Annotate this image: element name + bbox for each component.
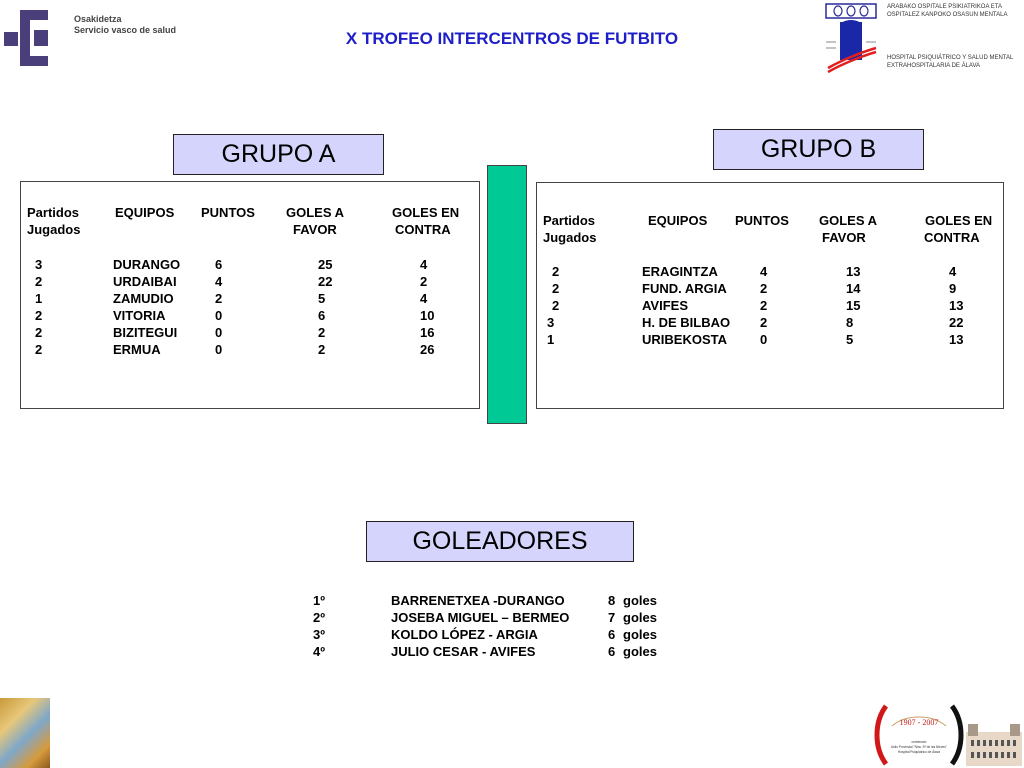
team-cell: BIZITEGUI: [113, 325, 178, 340]
scorer-name: JOSEBA MIGUEL – BERMEO: [391, 610, 570, 625]
header-partidos: Partidos: [27, 205, 80, 220]
scorer-goals: 7: [608, 610, 616, 625]
page-title: X TROFEO INTERCENTROS DE FUTBITO: [345, 29, 679, 48]
centenary-logo-icon: [872, 702, 1024, 768]
points-cell: 0: [215, 325, 223, 340]
scorer-name: BARRENETXEA -DURANGO: [391, 593, 565, 608]
points-cell: 4: [760, 264, 768, 279]
hospital-top-line-1: ARABAKO OSPITALE PSIKIATRIKOA ETA: [887, 4, 1003, 10]
partidos-cell: 2: [35, 308, 43, 323]
hospital-name-basque: [887, 3, 1007, 19]
points-cell: 2: [760, 281, 768, 296]
goals-against-cell: 4: [420, 257, 428, 272]
grupo-b-label: GRUPO B: [713, 129, 924, 170]
goals-for-cell: 13: [846, 264, 861, 279]
org-line-1: Osakidetza: [74, 14, 122, 24]
points-cell: 0: [215, 308, 223, 323]
grupo-a-table: [20, 181, 480, 409]
caption-line-1: centenario: [911, 740, 927, 744]
goals-against-cell: 13: [949, 332, 964, 347]
scorer-goals-unit: goles: [623, 644, 657, 659]
scorer-goals-unit: goles: [623, 610, 657, 625]
scorer-name: KOLDO LÓPEZ - ARGIA: [391, 627, 538, 642]
header-favor: FAVOR: [293, 222, 337, 237]
goals-against-cell: 4: [420, 291, 428, 306]
header-jugados: Jugados: [543, 230, 597, 245]
scorer-position: 3º: [313, 627, 325, 642]
team-cell: URDAIBAI: [113, 274, 177, 289]
scorer-name: JULIO CESAR - AVIFES: [391, 644, 536, 659]
scorer-goals-unit: goles: [623, 593, 657, 608]
header-puntos: PUNTOS: [201, 205, 255, 220]
header-favor: FAVOR: [822, 230, 866, 245]
header-puntos: PUNTOS: [735, 213, 789, 228]
partidos-cell: 3: [547, 315, 555, 330]
team-cell: ZAMUDIO: [113, 291, 174, 306]
header-goles-en: GOLES EN: [925, 213, 993, 228]
partidos-cell: 2: [35, 274, 43, 289]
hospital-name-spanish: [887, 54, 1013, 70]
header-equipos: EQUIPOS: [115, 205, 175, 220]
painting-thumbnail: [0, 698, 50, 768]
anniversary-text: 1907 - 2007: [899, 718, 939, 727]
scorer-position: 2º: [313, 610, 325, 625]
scorer-goals: 6: [608, 627, 616, 642]
goals-for-cell: 25: [318, 257, 333, 272]
goals-against-cell: 13: [949, 298, 964, 313]
hospital-bottom-line-1: HOSPITAL PSIQUIÁTRICO Y SALUD MENTAL: [887, 55, 1014, 61]
partidos-cell: 2: [35, 325, 43, 340]
points-cell: 2: [760, 298, 768, 313]
partidos-cell: 1: [35, 291, 43, 306]
org-line-2: Servicio vasco de salud: [74, 25, 177, 35]
goals-against-cell: 26: [420, 342, 435, 357]
hospital-bottom-line-2: EXTRAHOSPITALARIA DE ÁLAVA: [887, 63, 981, 69]
goals-against-cell: 16: [420, 325, 435, 340]
team-cell: AVIFES: [642, 298, 688, 313]
goleadores-label: GOLEADORES: [366, 521, 634, 562]
goals-against-cell: 22: [949, 315, 964, 330]
header-equipos: EQUIPOS: [648, 213, 708, 228]
grupo-a-label: GRUPO A: [173, 134, 384, 175]
scorer-position: 4º: [313, 644, 325, 659]
center-divider: [487, 165, 527, 424]
team-cell: DURANGO: [113, 257, 181, 272]
header-jugados: Jugados: [27, 222, 81, 237]
goals-against-cell: 10: [420, 308, 435, 323]
header-goles-en: GOLES EN: [392, 205, 460, 220]
points-cell: 6: [215, 257, 223, 272]
scorer-goals-unit: goles: [623, 627, 657, 642]
partidos-cell: 2: [552, 264, 560, 279]
partidos-cell: 1: [547, 332, 555, 347]
partidos-cell: 2: [552, 281, 560, 296]
team-cell: FUND. ARGIA: [642, 281, 727, 296]
hospital-top-line-2: OSPITALEZ KANPOKO OSASUN MENTALA: [887, 12, 1008, 18]
scorer-goals: 8: [608, 593, 616, 608]
partidos-cell: 2: [552, 298, 560, 313]
goals-against-cell: 4: [949, 264, 957, 279]
header-contra: CONTRA: [924, 230, 980, 245]
hospital-logo-icon: [822, 2, 880, 76]
team-cell: ERMUA: [113, 342, 161, 357]
grupo-b-table: [536, 182, 1004, 409]
goals-against-cell: 2: [420, 274, 428, 289]
goals-for-cell: 2: [318, 325, 326, 340]
goals-for-cell: 5: [318, 291, 326, 306]
team-cell: URIBEKOSTA: [642, 332, 727, 347]
goals-for-cell: 14: [846, 281, 861, 296]
header-partidos: Partidos: [543, 213, 596, 228]
points-cell: 0: [760, 332, 768, 347]
team-cell: H. DE BILBAO: [642, 315, 731, 330]
header-goles-a: GOLES A: [819, 213, 878, 228]
goals-against-cell: 9: [949, 281, 957, 296]
goals-for-cell: 15: [846, 298, 861, 313]
partidos-cell: 3: [35, 257, 43, 272]
header-goles-a: GOLES A: [286, 205, 345, 220]
caption-line-2: Asilo Provincial "Ntra. Sª de las Nieves": [891, 745, 947, 749]
points-cell: 2: [215, 291, 223, 306]
team-cell: ERAGINTZA: [642, 264, 718, 279]
points-cell: 2: [760, 315, 768, 330]
scorer-position: 1º: [313, 593, 325, 608]
goals-for-cell: 2: [318, 342, 326, 357]
scorer-goals: 6: [608, 644, 616, 659]
points-cell: 0: [215, 342, 223, 357]
header-contra: CONTRA: [395, 222, 451, 237]
goals-for-cell: 6: [318, 308, 326, 323]
goals-for-cell: 22: [318, 274, 333, 289]
caption-line-3: Hospital Psiquiátrico de Álava: [897, 750, 941, 754]
goals-for-cell: 5: [846, 332, 854, 347]
points-cell: 4: [215, 274, 223, 289]
partidos-cell: 2: [35, 342, 43, 357]
goals-for-cell: 8: [846, 315, 854, 330]
team-cell: VITORIA: [113, 308, 166, 323]
